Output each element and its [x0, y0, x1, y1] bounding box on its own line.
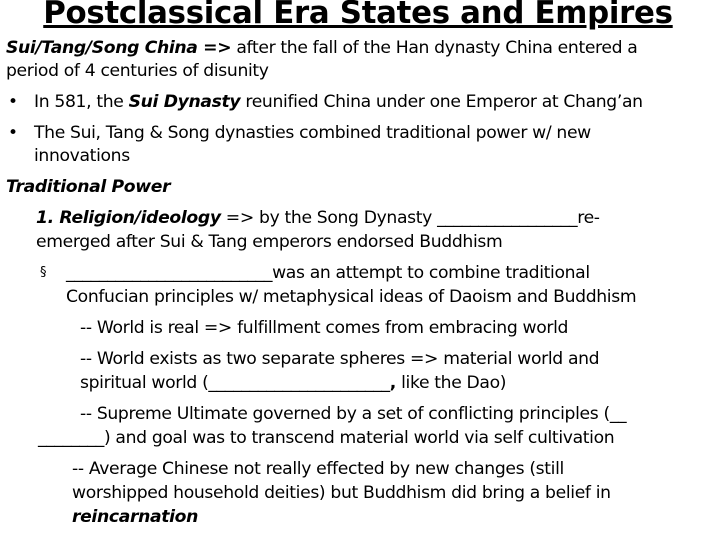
bullet-1-emphasis: Sui Dynasty [128, 92, 241, 112]
item-1-label: 1. Religion/ideology [36, 208, 221, 228]
dash-2-bold: , [389, 373, 396, 393]
sub-bullet-marker: § [40, 265, 47, 280]
bullet-1-post: reunified China under one Emperor at Chang’an [240, 92, 643, 112]
dash-2-post: like the Dao) [395, 373, 507, 393]
dash-4-line-2: worshipped household deities) but Buddhism did bring a belief in [72, 483, 611, 503]
dash-4-line-1: -- Average Chinese not really effected by new changes (still [72, 459, 564, 479]
dash-1: -- World is real => fulfillment comes from embracing world [80, 318, 569, 338]
intro-text-1: after the fall of the Han dynasty China entered a [231, 38, 638, 58]
dash-4-line-3: reincarnation [72, 507, 198, 527]
bullet-1-marker: • [8, 92, 19, 112]
bullet-2-line-1: The Sui, Tang & Song dynasties combined traditional power w/ new [34, 123, 591, 143]
sub-bullet-line-2: Confucian principles w/ metaphysical ideas of Daoism and Buddhism [66, 287, 637, 307]
intro-line-2: period of 4 centuries of disunity [6, 61, 269, 81]
sub-bullet-line-1: _________________________was an attempt to combine traditional [66, 263, 590, 283]
dash-3-line-2: ________) and goal was to transcend material world via self cultivation [38, 428, 615, 448]
bullet-1 [34, 91, 643, 113]
slide-title: Postclassical Era States and Empires [43, 0, 673, 31]
intro-heading: Sui/Tang/Song China => [6, 38, 232, 58]
bullet-2-line-2: innovations [34, 146, 130, 166]
bullet-2-marker: • [8, 123, 19, 143]
dash-2-line-2 [80, 372, 506, 394]
item-1-line-1 [36, 207, 600, 229]
intro-line-1 [6, 37, 637, 59]
traditional-power-heading: Traditional Power [6, 177, 171, 197]
dash-2-pre: spiritual world (______________________ [80, 373, 390, 393]
bullet-1-pre: In 581, the [34, 92, 129, 112]
item-1-line-2: emerged after Sui & Tang emperors endorsed Buddhism [36, 232, 503, 252]
dash-2-line-1: -- World exists as two separate spheres => material world and [80, 349, 600, 369]
dash-3-line-1: -- Supreme Ultimate governed by a set of conflicting principles (__ [80, 404, 627, 424]
item-1-text-1: => by the Song Dynasty _________________re- [220, 208, 600, 228]
